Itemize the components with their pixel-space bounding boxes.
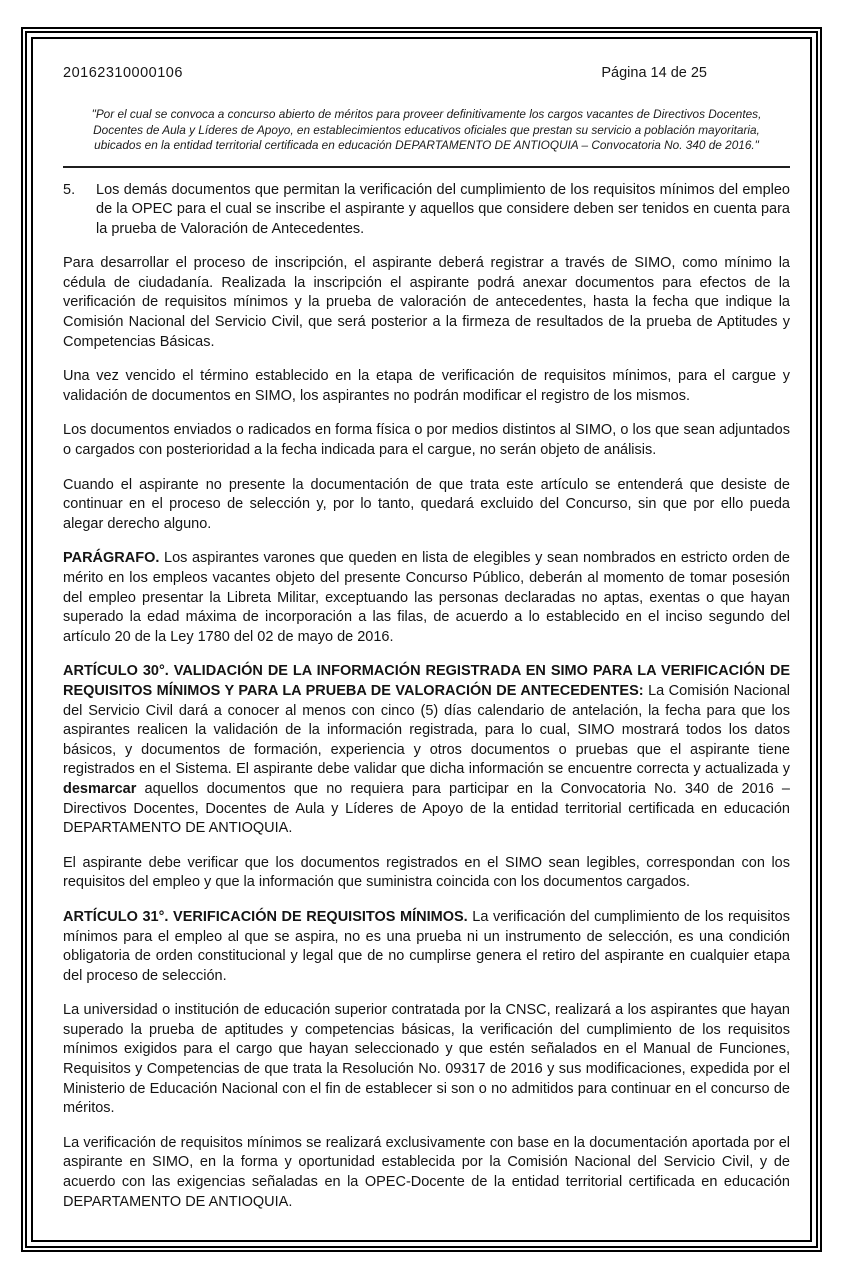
header-divider — [63, 166, 790, 168]
paragraph-paragrafo-libreta-militar — [63, 549, 790, 647]
paragraph-articulo-30 — [63, 662, 790, 838]
text-run-bold: desmarcar — [63, 780, 137, 797]
page-header — [63, 65, 790, 81]
document-body — [63, 181, 790, 1213]
list-item-number: 5. — [63, 181, 76, 198]
text-run: La Comisión Nacional del Servicio Civil dará a conocer al menos con cinco (5) días calendario de antelación, la fecha para que los aspirantes realicen la validación de la información registrada, para lo cual, SIMO mostrará todos los datos básicos, y documentos de formación, experiencia y otros documentos o pruebas que el aspirante tiene registrados en el Sistema. El aspirante debe validar que dicha información se encuentre correcta y actualizada y — [63, 682, 791, 778]
paragraph-proceso-inscripcion — [63, 254, 790, 352]
text-run: La verificación de requisitos mínimos se realizará exclusivamente con base en la documentación aportada por el aspirante en SIMO, en la forma y oportunidad establecida por la Comisión Nacional del Servicio Civil, y de acuerdo con las exigencias señaladas en la OPEC-Docente de la entidad territorial certificada en educación DEPARTAMENTO DE ANTIOQUIA. — [63, 1134, 790, 1210]
convocatoria-quote: "Por el cual se convoca a concurso abierto de méritos para proveer definitivamente los cargos vacantes de Directivos Docentes, Docentes de Aula y Líderes de Apoyo, en establecimientos educativos oficiales que prestan su servicio a población mayoritaria, ubicados en la entidad territorial certificada en educación DEPARTAMENTO DE ANTIOQUIA – Convocatoria No. 340 de 2016." — [91, 107, 762, 152]
page-border-outer — [21, 27, 822, 1252]
paragraph-termino-vencido — [63, 367, 790, 406]
page-border-inner — [31, 37, 812, 1242]
text-run-bold: ARTÍCULO 31°. VERIFICACIÓN DE REQUISITOS MÍNIMOS. — [63, 908, 468, 925]
paragraph-item-5 — [63, 181, 790, 240]
paragraph-verificacion-exclusiva — [63, 1134, 790, 1212]
text-run-bold: ARTÍCULO 30°. VALIDACIÓN DE LA INFORMACIÓN REGISTRADA EN SIMO PARA LA VERIFICACIÓN DE REQUISITOS MÍNIMOS Y PARA LA PRUEBA DE VALORACIÓN DE ANTECEDENTES: — [63, 663, 790, 699]
text-run: La universidad o institución de educación superior contratada por la CNSC, realizará a los aspirantes que hayan superado la prueba de aptitudes y competencias básicas, la verificación del cumplimiento de los requisitos mínimos exigidos para el cargo que hayan seleccionado y que estén señalados en el Manual de Funciones, Requisitos y Competencias de que trata la Resolución No. 09317 de 2016 y sus modificaciones, expedida por el Ministerio de Educación Nacional con el fin de establecer si son o no admitidos para continuar en el concurso de méritos. — [63, 1002, 790, 1117]
text-run: Los aspirantes varones que queden en lista de elegibles y sean nombrados en estricto orden de mérito en los empleos vacantes objeto del presente Concurso Público, deberán al momento de tomar posesión del empleo presentar la Libreta Militar, exceptuando las personas declaradas no aptas, exentas o que hayan superado la edad máxima de incorporación a las filas, de acuerdo a lo establecido en el inciso segundo del artículo 20 de la Ley 1780 del 02 de mayo de 2016. — [63, 550, 790, 645]
paragraph-verificar-legibles — [63, 854, 790, 893]
page-indicator: Página 14 de 25 — [601, 65, 707, 81]
text-run: Los documentos enviados o radicados en forma física o por medios distintos al SIMO, o los que sean adjuntados o cargados con posterioridad a la fecha indicada para el cargue, no serán objeto de análisis. — [63, 422, 790, 459]
text-run: La verificación del cumplimiento de los requisitos mínimos para el empleo al que se aspira, no es una prueba ni un instrumento de selección, es una condición obligatoria de orden constitucional y legal que de no cumplirse genera el retiro del aspirante en cualquier etapa del proceso de selección. — [63, 908, 790, 984]
paragraph-universidad-contratada — [63, 1001, 790, 1119]
paragraph-no-presenta-documentacion — [63, 476, 790, 535]
text-run: Los demás documentos que permitan la verificación del cumplimiento de los requisitos mínimos del empleo de la OPEC para el cual se inscribe el aspirante y aquellos que considere deben ser tenidos en cuenta para la prueba de Valoración de Antecedentes. — [96, 181, 790, 237]
text-run: Para desarrollar el proceso de inscripción, el aspirante deberá registrar a través de SIMO, como mínimo la cédula de ciudadanía. Realizada la inscripción el aspirante podrá anexar documentos para efectos de la verificación de requisitos mínimos y la prueba de valoración de antecedentes, hasta la fecha que indique la Comisión Nacional del Servicio Civil, que será posterior a la firmeza de resultados de la prueba de Aptitudes y Competencias Básicas. — [63, 255, 790, 350]
paragraph-documentos-fisicos — [63, 421, 790, 460]
text-run: Cuando el aspirante no presente la documentación de que trata este artículo se entenderá que desiste de continuar en el proceso de selección y, por lo tanto, quedará excluido del Concurso, sin que por ello pueda alegar derecho alguno. — [63, 476, 790, 532]
text-run-bold: PARÁGRAFO. — [63, 550, 160, 567]
text-run: El aspirante debe verificar que los documentos registrados en el SIMO sean legibles, correspondan con los requisitos del empleo y que la información que suministra coincida con los documentos cargados. — [63, 854, 790, 891]
paragraph-articulo-31 — [63, 908, 790, 986]
page-content — [33, 39, 810, 1240]
list-item-text — [96, 181, 790, 240]
document-number: 20162310000106 — [63, 65, 183, 81]
text-run: aquellos documentos que no requiera para participar en la Convocatoria No. 340 de 2016 – Directivos Docentes, Docentes de Aula y Líderes de Apoyo de la entidad territorial certificada en educación DEPARTAMENTO DE ANTIOQUIA. — [63, 780, 790, 837]
text-run: Una vez vencido el término establecido en la etapa de verificación de requisitos mínimos, para el cargue y validación de documentos en SIMO, los aspirantes no podrán modificar el registro de los mismos. — [63, 368, 790, 404]
